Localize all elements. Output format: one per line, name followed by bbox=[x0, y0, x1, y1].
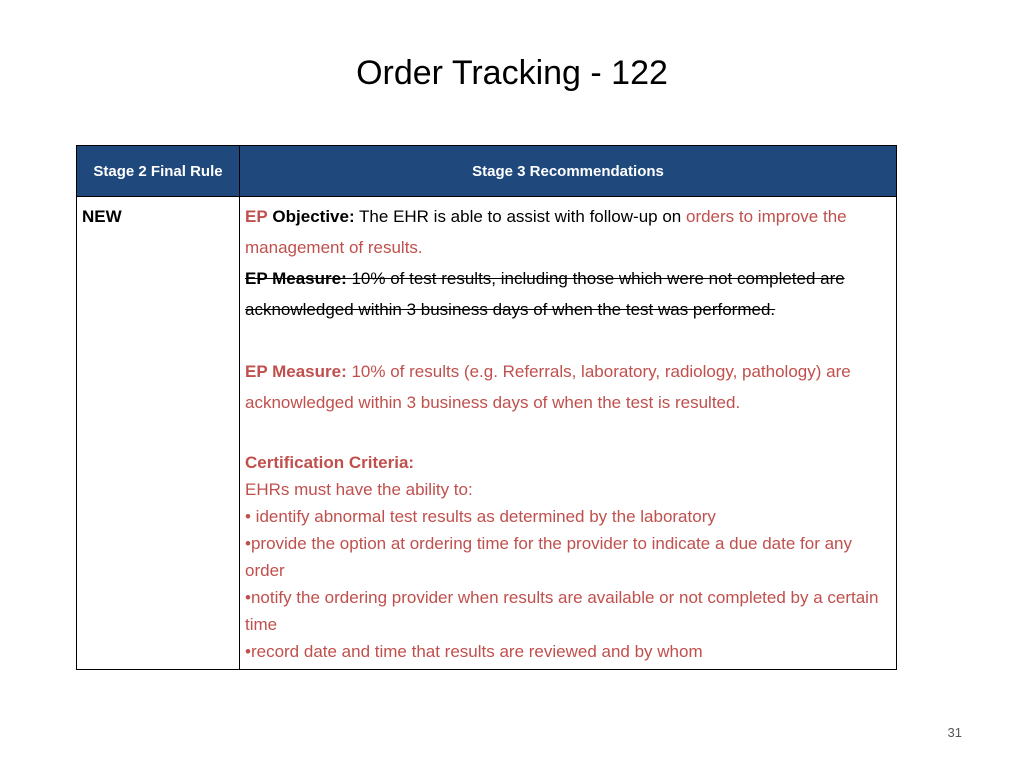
table-header-row bbox=[77, 146, 897, 197]
list-item: •record date and time that results are reviewed and by whom bbox=[245, 642, 703, 661]
objective-text-highlight: orders to improve the management of results. bbox=[245, 207, 847, 257]
new-measure-text: 10% of results (e.g. Referrals, laboratory, radiology, pathology) are acknowledged within 3 business days of when the test is resulted. bbox=[245, 362, 851, 412]
list-item: • identify abnormal test results as determined by the laboratory bbox=[245, 507, 716, 526]
new-measure-paragraph bbox=[245, 356, 891, 418]
header-stage3: Stage 3 Recommendations bbox=[240, 146, 897, 197]
stage2-value: NEW bbox=[82, 207, 122, 226]
stage2-cell bbox=[77, 197, 240, 670]
spacer bbox=[245, 325, 891, 356]
certification-block bbox=[245, 449, 891, 665]
page-number: 31 bbox=[947, 725, 962, 740]
list-item: •notify the ordering provider when results are available or not completed by a certain time bbox=[245, 588, 879, 634]
stage3-cell bbox=[240, 197, 897, 670]
table-row bbox=[77, 197, 897, 670]
spacer bbox=[245, 418, 891, 449]
new-measure-label: EP Measure: bbox=[245, 362, 347, 381]
struck-measure-label: EP Measure: bbox=[245, 269, 347, 288]
objective-text: The EHR is able to assist with follow-up on bbox=[359, 207, 682, 226]
slide-title: Order Tracking - 122 bbox=[356, 54, 668, 92]
struck-measure-paragraph bbox=[245, 263, 891, 325]
objective-paragraph bbox=[245, 201, 891, 263]
struck-measure-text: 10% of test results, including those which were not completed are acknowledged within 3 business days of when the test was performed. bbox=[245, 269, 845, 319]
ep-label: EP bbox=[245, 207, 268, 226]
objective-label: Objective: bbox=[272, 207, 355, 226]
certification-intro: EHRs must have the ability to: bbox=[245, 480, 473, 499]
certification-label: Certification Criteria: bbox=[245, 453, 415, 472]
header-stage2: Stage 2 Final Rule bbox=[77, 146, 240, 197]
comparison-table bbox=[76, 145, 897, 670]
list-item: •provide the option at ordering time for the provider to indicate a due date for any order bbox=[245, 534, 852, 580]
